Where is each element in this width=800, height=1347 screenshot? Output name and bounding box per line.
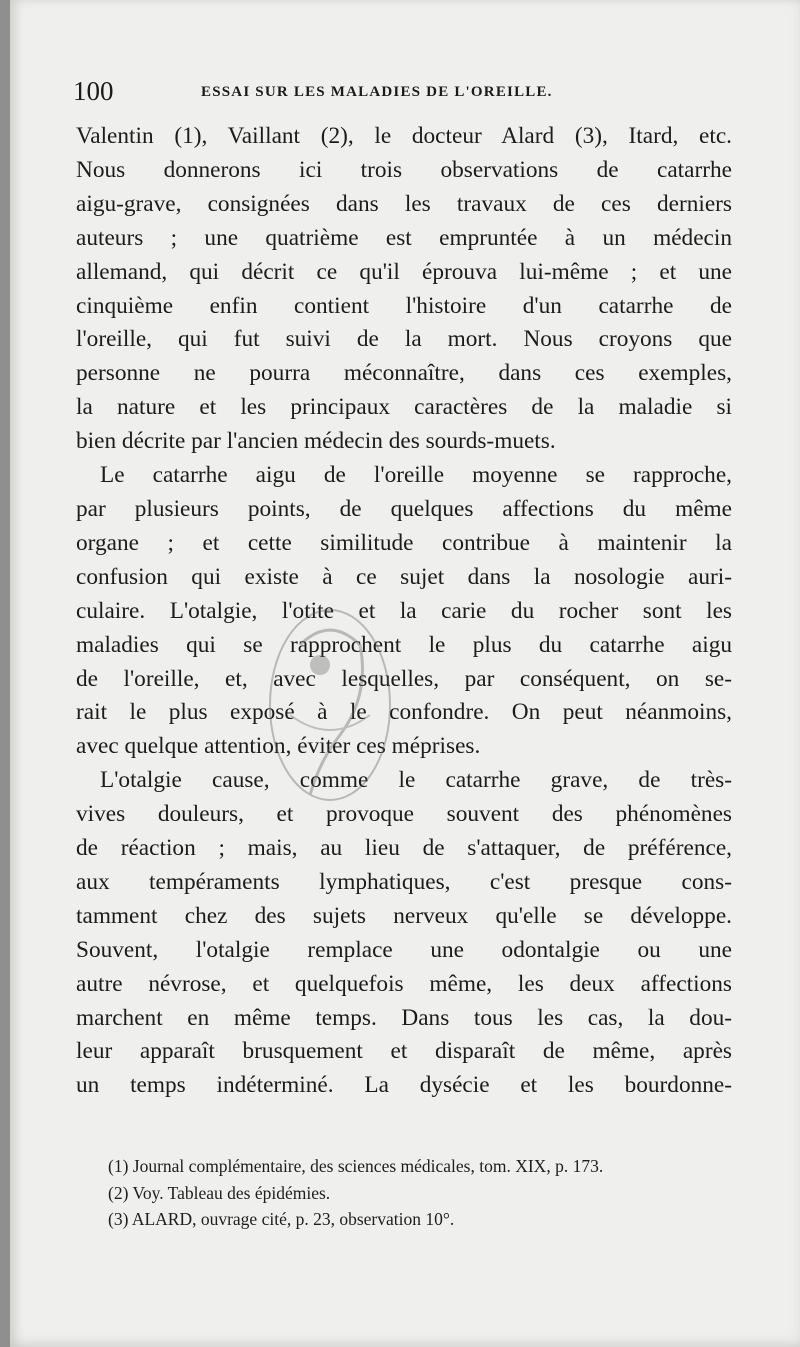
paragraph-2-end	[76, 730, 732, 764]
text-line: confusion qui existe à ce sujet dans la nosologie auri-	[76, 563, 732, 590]
page-number: 100	[73, 76, 114, 106]
footnote-1: (1) Journal complémentaire, des sciences médicales, tom. XIX, p. 173.	[108, 1156, 604, 1176]
page-header	[73, 76, 733, 110]
text-line: rait le plus exposé à le confondre. On peut néanmoins,	[76, 699, 732, 726]
text-line: avec quelque attention, éviter ces méprises.	[76, 733, 481, 760]
paragraph-2	[76, 459, 732, 730]
text-line: L'otalgie cause, comme le catarrhe grave, de très-	[100, 767, 732, 794]
text-line: allemand, qui décrit ce qu'il éprouva lui-même ; et une	[76, 258, 732, 285]
text-line: Nous donnerons ici trois observations de catarrhe	[76, 156, 732, 183]
text-line: de l'oreille, et, avec lesquelles, par conséquent, on se-	[76, 665, 732, 692]
text-line: un temps indéterminé. La dysécie et les bourdonne-	[76, 1072, 732, 1099]
text-line: organe ; et cette similitude contribue à maintenir la	[76, 529, 732, 556]
paragraph-1	[76, 120, 732, 425]
text-line: culaire. L'otalgie, l'otite et la carie du rocher sont les	[76, 597, 732, 624]
footnote-2: (2) Voy. Tableau des épidémies.	[108, 1182, 331, 1203]
paragraph-1-end	[76, 425, 732, 459]
text-line: par plusieurs points, de quelques affections du même	[76, 495, 732, 522]
text-line: Souvent, l'otalgie remplace une odontalgie ou une	[76, 936, 732, 963]
text-line: maladies qui se rapprochent le plus du catarrhe aigu	[76, 631, 732, 658]
text-line: Le catarrhe aigu de l'oreille moyenne se rapproche,	[100, 462, 732, 489]
text-line: autre névrose, et quelquefois même, les deux affections	[76, 970, 732, 997]
text-line: auteurs ; une quatrième est empruntée à un médecin	[76, 224, 732, 251]
text-line: bien décrite par l'ancien médecin des sourds-muets.	[76, 428, 556, 455]
text-line: personne ne pourra méconnaître, dans ces exemples,	[76, 360, 732, 387]
text-line: vives douleurs, et provoque souvent des phénomènes	[76, 801, 732, 828]
text-line: leur apparaît brusquement et disparaît de même, après	[76, 1038, 732, 1065]
text-line: tamment chez des sujets nerveux qu'elle se développe.	[76, 902, 732, 929]
footnote-3: (3) ALARD, ouvrage cité, p. 23, observation 10°.	[108, 1209, 455, 1229]
text-line: aigu-grave, consignées dans les travaux de ces derniers	[76, 190, 732, 217]
running-title: ESSAI SUR LES MALADIES DE L'OREILLE.	[201, 84, 553, 100]
text-line: la nature et les principaux caractères de la maladie si	[76, 394, 732, 421]
body-text	[76, 120, 732, 1103]
text-line: de réaction ; mais, au lieu de s'attaquer, de préférence,	[76, 835, 732, 862]
text-line: Valentin (1), Vaillant (2), le docteur Alard (3), Itard, etc.	[76, 123, 732, 149]
paragraph-3	[76, 764, 732, 1103]
text-line: cinquième enfin contient l'histoire d'un catarrhe de	[76, 292, 732, 319]
footnotes	[108, 1153, 738, 1233]
text-line: l'oreille, qui fut suivi de la mort. Nous croyons que	[76, 326, 732, 353]
book-page	[10, 0, 800, 1347]
text-line: marchent en même temps. Dans tous les cas, la dou-	[76, 1004, 732, 1031]
text-line: aux tempéraments lymphatiques, c'est presque cons-	[76, 868, 732, 895]
